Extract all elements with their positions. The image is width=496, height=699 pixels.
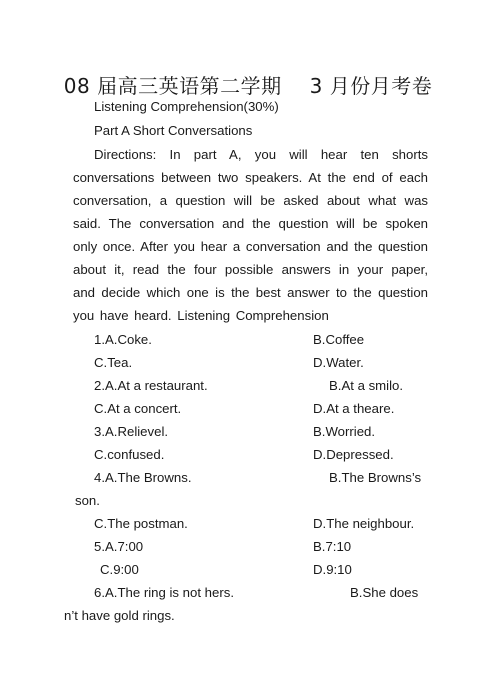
title-part-1: 08 届高三英语第二学期: [63, 74, 282, 98]
section-heading: Listening Comprehension(30%): [94, 99, 279, 114]
title-part-2: 3 月份月考卷: [309, 74, 433, 98]
q2-option-b: B.At a smilo.: [329, 378, 404, 393]
q3-option-b: B.Worried.: [313, 424, 376, 439]
q4-option-c: C.The postman.: [94, 516, 188, 531]
q1-option-a: 1.A.Coke.: [94, 332, 152, 347]
q6-option-b: B.She does: [350, 585, 419, 600]
part-a-heading: Part A Short Conversations: [94, 123, 253, 138]
q1-option-c: C.Tea.: [94, 355, 133, 370]
q5-option-d: D.9:10: [313, 562, 352, 577]
directions-text: Directions: In part A, you will hear ten shorts conversations between two speakers. At the end of each conversation, a question will be asked about what was said. The conversation and the question will be spoken only once. After you hear a conversation and the question about it, read the four possible answers in your paper, and decide which one is the best answer to the question you have heard. Listening Comprehension: [73, 147, 428, 323]
q4-option-d: D.The neighbour.: [313, 516, 415, 531]
q6-option-a: 6.A.The ring is not hers.: [94, 585, 235, 600]
q6-option-b-continued: n’t have gold rings.: [64, 608, 175, 623]
q1-option-b: B.Coffee: [313, 332, 365, 347]
document-title: [0, 70, 496, 99]
q2-option-a: 2.A.At a restaurant.: [94, 378, 208, 393]
q3-option-c: C.confused.: [94, 447, 165, 462]
q3-option-a: 3.A.Relievel.: [94, 424, 169, 439]
q2-option-d: D.At a theare.: [313, 401, 395, 416]
q3-option-d: D.Depressed.: [313, 447, 394, 462]
q4-option-a: 4.A.The Browns.: [94, 470, 192, 485]
q5-option-c: C.9:00: [100, 562, 139, 577]
q4-option-b: B.The Browns’s: [329, 470, 422, 485]
q4-option-b-continued: son.: [75, 493, 100, 508]
q1-option-d: D.Water.: [313, 355, 364, 370]
q2-option-c: C.At a concert.: [94, 401, 182, 416]
directions-paragraph: [73, 143, 428, 327]
q5-option-a: 5.A.7:00: [94, 539, 144, 554]
q5-option-b: B.7:10: [313, 539, 352, 554]
